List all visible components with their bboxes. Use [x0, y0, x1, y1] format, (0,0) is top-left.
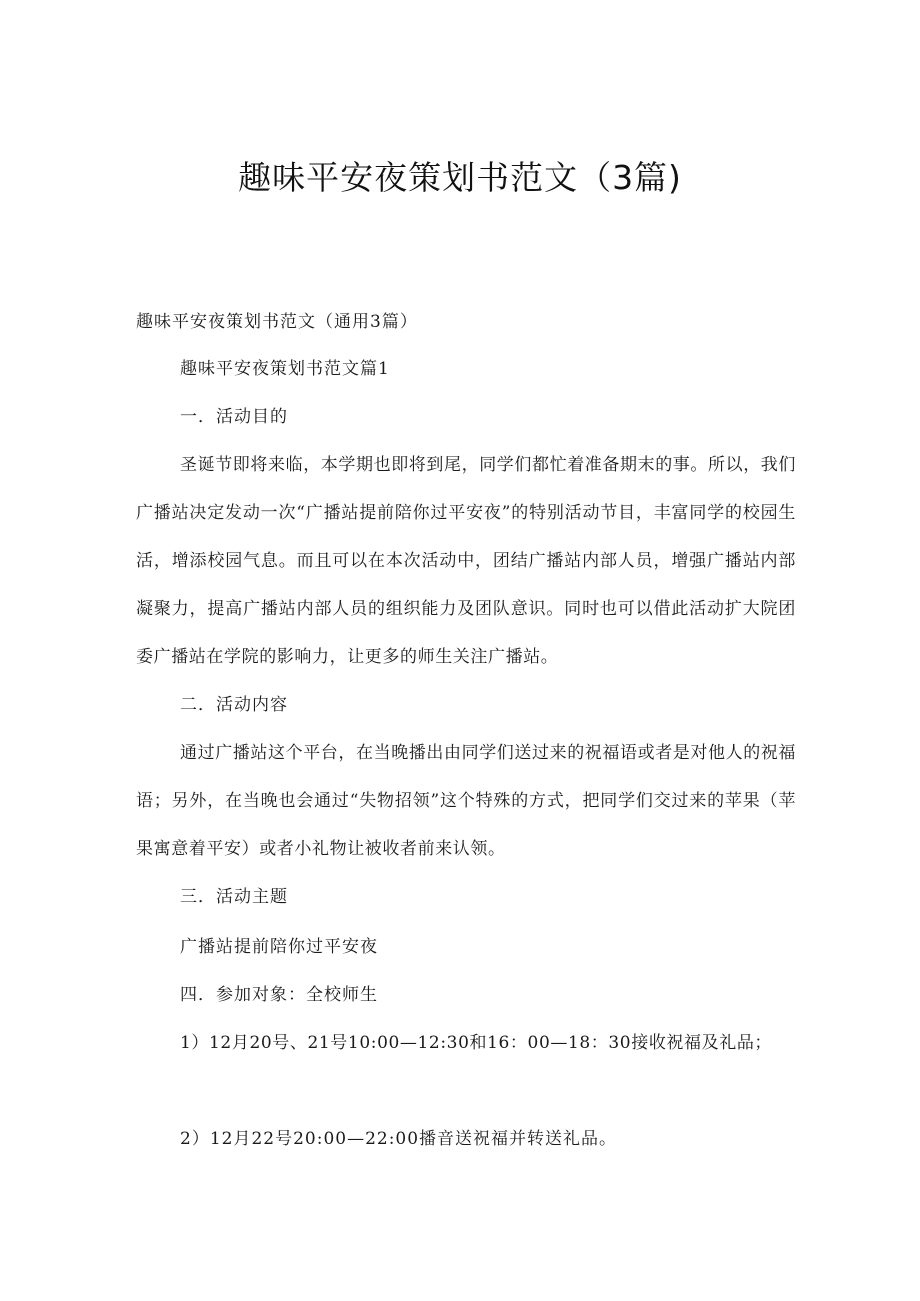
document-subtitle: 趣味平安夜策划书范文（通用3篇） — [136, 312, 418, 332]
document-title: 趣味平安夜策划书范文（3篇) — [238, 158, 682, 197]
section-title: 趣味平安夜策划书范文篇1 — [180, 359, 390, 379]
heading-participants: 四．参加对象：全校师生 — [180, 985, 378, 1005]
list-item-schedule-2: 2）12月22号20:00—22:00播音送祝福并转送礼品。 — [180, 1129, 618, 1149]
heading-theme: 三．活动主题 — [180, 887, 288, 907]
theme-text: 广播站提前陪你过平安夜 — [180, 937, 378, 957]
heading-content: 二．活动内容 — [180, 695, 288, 715]
paragraph-purpose: 圣诞节即将来临，本学期也即将到尾，同学们都忙着准备期末的事。所以，我们广播站决定发动一次“广播站提前陪你过平安夜”的特别活动节目，丰富同学的校园生活，增添校园气息。而且可以在本次活动中，团结广播站内部人员，增强广播站内部凝聚力，提高广播站内部人员的组织能力及团队意识。同时也可以借此活动扩大院团委广播站在学院的影响力，让更多的师生关注广播站。 — [136, 455, 796, 667]
paragraph-content: 通过广播站这个平台，在当晚播出由同学们送过来的祝福语或者是对他人的祝福语；另外，在当晚也会通过“失物招领”这个特殊的方式，把同学们交过来的苹果（苹果寓意着平安）或者小礼物让被收者前来认领。 — [136, 743, 796, 859]
list-item-schedule-1: 1）12月20号、21号10:00—12:30和16：00—18：30接收祝福及礼品； — [180, 1033, 773, 1053]
heading-purpose: 一．活动目的 — [180, 407, 288, 427]
